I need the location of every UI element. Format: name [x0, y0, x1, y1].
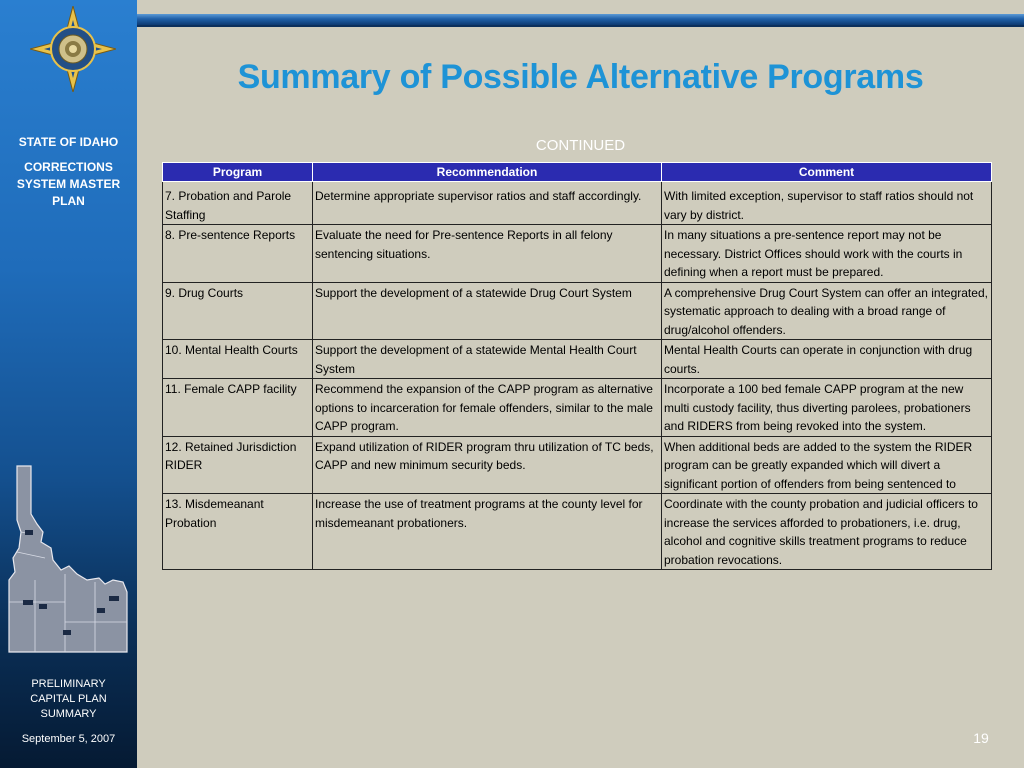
comment-cell: Incorporate a 100 bed female CAPP program at the new multi custody facility, thus diverting parolees, probationers and RIDERS from being revoked into the system.: [662, 379, 992, 437]
table-header-row: [163, 163, 992, 182]
table-row: [163, 282, 992, 340]
state-label: STATE OF IDAHO: [18, 135, 119, 149]
recommendation-cell: Expand utilization of RIDER program thru utilization of TC beds, CAPP and new minimum security beds.: [313, 436, 662, 494]
program-cell: 11. Female CAPP facility: [163, 379, 313, 437]
program-cell: 7. Probation and Parole Staffing: [163, 182, 313, 225]
table-row: [163, 182, 992, 225]
top-accent-line: [137, 25, 1024, 27]
comment-cell: When additional beds are added to the system the RIDER program can be greatly expanded which will divert a significant portion of offenders from being sentenced to: [662, 436, 992, 494]
comment-cell: A comprehensive Drug Court System can offer an integrated, systematic approach to dealing with a broad range of drug/alcohol offenders.: [662, 282, 992, 340]
recommendation-cell: Support the development of a statewide Mental Health Court System: [313, 340, 662, 379]
recommendation-cell: Evaluate the need for Pre-sentence Reports in all felony sentencing situations.: [313, 225, 662, 283]
recommendation-cell: Determine appropriate supervisor ratios and staff accordingly.: [313, 182, 662, 225]
program-cell: 12. Retained Jurisdiction RIDER: [163, 436, 313, 494]
table-row: [163, 494, 992, 570]
programs-table: [162, 162, 992, 570]
idaho-corrections-seal-icon: [30, 6, 116, 92]
table-row: [163, 225, 992, 283]
slide-subtitle: CONTINUED: [535, 137, 626, 154]
program-cell: 9. Drug Courts: [163, 282, 313, 340]
recommendation-cell: Recommend the expansion of the CAPP program as alternative options to incarceration for female offenders, similar to the male CAPP program.: [313, 379, 662, 437]
column-header-recommendation: Recommendation: [313, 163, 662, 182]
program-cell: 10. Mental Health Courts: [163, 340, 313, 379]
top-accent-bar: [137, 14, 1024, 25]
table-row: [163, 340, 992, 379]
table-row: [163, 379, 992, 437]
recommendation-cell: Support the development of a statewide Drug Court System: [313, 282, 662, 340]
page-number: 19: [973, 730, 989, 746]
program-cell: 8. Pre-sentence Reports: [163, 225, 313, 283]
idaho-map-icon: [5, 462, 130, 654]
date-label: September 5, 2007: [21, 733, 116, 745]
comment-cell: In many situations a pre-sentence report may not be necessary. District Offices should work with the courts in defining when a report must be prepared.: [662, 225, 992, 283]
slide-title: Summary of Possible Alternative Programs: [237, 58, 924, 96]
comment-cell: Coordinate with the county probation and judicial officers to increase the services afforded to probationers, i.e. drug, alcohol and cognitive skills treatment programs to reduce probation revocations.: [662, 494, 992, 570]
recommendation-cell: Increase the use of treatment programs at the county level for misdemeanant probationers.: [313, 494, 662, 570]
comment-cell: With limited exception, supervisor to staff ratios should not vary by district.: [662, 182, 992, 225]
plan-label: CORRECTIONS SYSTEM MASTER PLAN: [16, 160, 121, 208]
column-header-comment: Comment: [662, 163, 992, 182]
table-row: [163, 436, 992, 494]
column-header-program: Program: [163, 163, 313, 182]
summary-label: PRELIMINARY CAPITAL PLAN SUMMARY: [30, 678, 107, 720]
comment-cell: Mental Health Courts can operate in conjunction with drug courts.: [662, 340, 992, 379]
program-cell: 13. Misdemeanant Probation: [163, 494, 313, 570]
